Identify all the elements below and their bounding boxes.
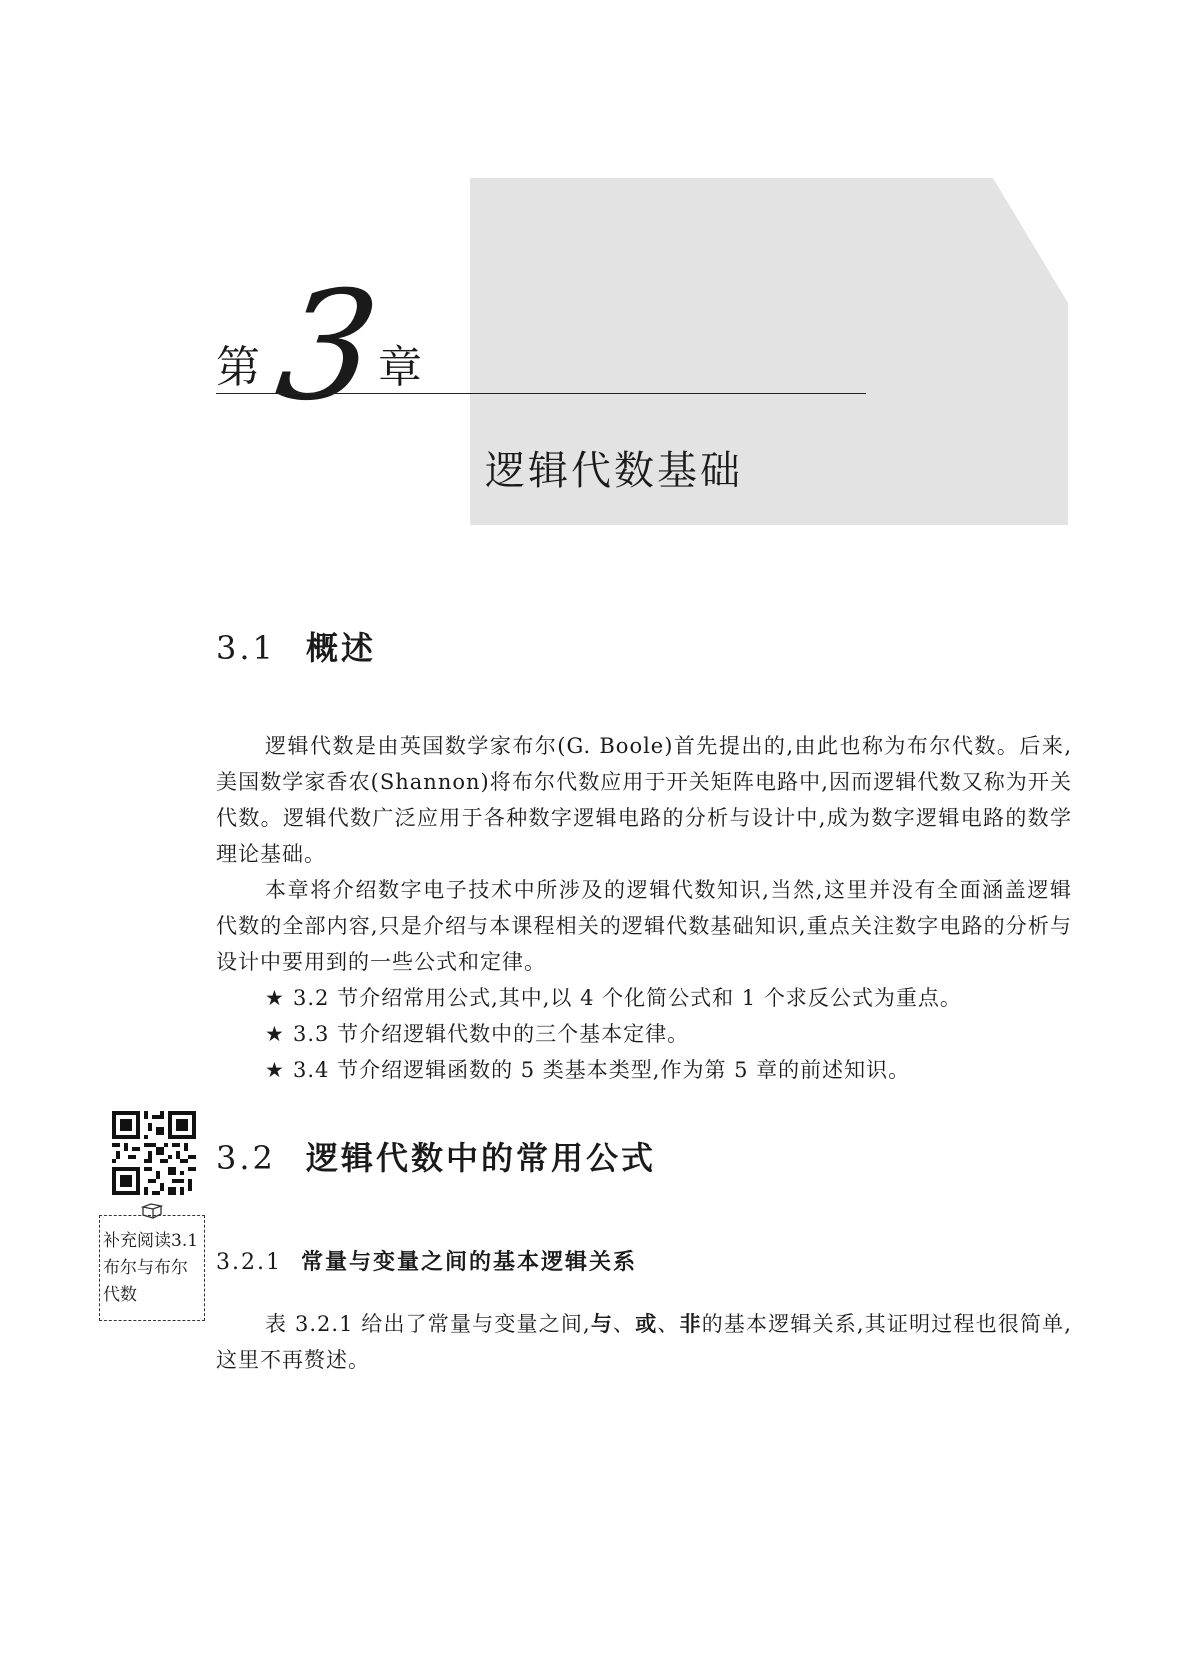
bullet-item bbox=[265, 1052, 910, 1088]
subsection-number: 3.2.1 bbox=[216, 1250, 282, 1275]
sidebar-note-line: 补充阅读3.1 bbox=[103, 1231, 199, 1251]
paragraph-text: 表 3.2.1 给出了常量与变量之间, bbox=[265, 1312, 591, 1336]
paragraph-text: 的基本逻辑关系,其证明过程也很简单,这里不再赘述。 bbox=[216, 1312, 1072, 1372]
subsection-3-2-1-heading bbox=[216, 1248, 637, 1278]
section-3-1-heading bbox=[216, 628, 376, 668]
paragraph bbox=[216, 1306, 1072, 1378]
bullet-text: 3.2 节介绍常用公式,其中,以 4 个化简公式和 1 个求反公式为重点。 bbox=[293, 986, 962, 1010]
chapter-divider bbox=[216, 393, 866, 394]
bullet-item bbox=[265, 980, 962, 1016]
paragraph: 逻辑代数是由英国数学家布尔(G. Boole)首先提出的,由此也称为布尔代数。后来,美国数学家香农(Shannon)将布尔代数应用于开关矩阵电路中,因而逻辑代数又称为开关代数。逻辑代数广泛应用于各种数字逻辑电路的分析与设计中,成为数字逻辑电路的数学理论基础。 bbox=[216, 734, 1072, 866]
section-3-2-heading bbox=[216, 1138, 656, 1178]
star-icon: ★ bbox=[265, 1022, 285, 1046]
chapter-number: 3 bbox=[267, 260, 384, 434]
qr-code-icon[interactable] bbox=[112, 1111, 196, 1195]
emphasis-and: 与 bbox=[590, 1312, 614, 1336]
section-number: 3.1 bbox=[216, 629, 276, 667]
paragraph: 本章将介绍数字电子技术中所涉及的逻辑代数知识,当然,这里并没有全面涵盖逻辑代数的全部内容,只是介绍与本课程相关的逻辑代数基础知识,重点关注数字电路的分析与设计中要用到的一些公式和定律。 bbox=[216, 878, 1072, 974]
separator: 、 bbox=[613, 1312, 636, 1336]
section-title: 概述 bbox=[306, 629, 377, 667]
emphasis-or: 或 bbox=[635, 1312, 658, 1336]
separator: 、 bbox=[657, 1312, 680, 1336]
section-number: 3.2 bbox=[216, 1139, 276, 1177]
star-icon: ★ bbox=[265, 1058, 285, 1082]
subsection-title: 常量与变量之间的基本逻辑关系 bbox=[301, 1250, 638, 1275]
bullet-text: 3.4 节介绍逻辑函数的 5 类基本类型,作为第 5 章的前述知识。 bbox=[293, 1058, 911, 1082]
chapter-prefix: 第 bbox=[216, 342, 260, 393]
emphasis-not: 非 bbox=[679, 1312, 702, 1336]
sidebar-note-line: 布尔与布尔 bbox=[103, 1258, 188, 1278]
sidebar-note-line: 代数 bbox=[103, 1285, 137, 1305]
bullet-text: 3.3 节介绍逻辑代数中的三个基本定律。 bbox=[293, 1022, 690, 1046]
chapter-suffix: 章 bbox=[378, 342, 422, 393]
bullet-item bbox=[265, 1016, 689, 1052]
sidebar-note[interactable] bbox=[103, 1228, 205, 1309]
section-title: 逻辑代数中的常用公式 bbox=[306, 1139, 657, 1177]
star-icon: ★ bbox=[265, 986, 285, 1010]
chapter-title: 逻辑代数基础 bbox=[485, 448, 743, 494]
